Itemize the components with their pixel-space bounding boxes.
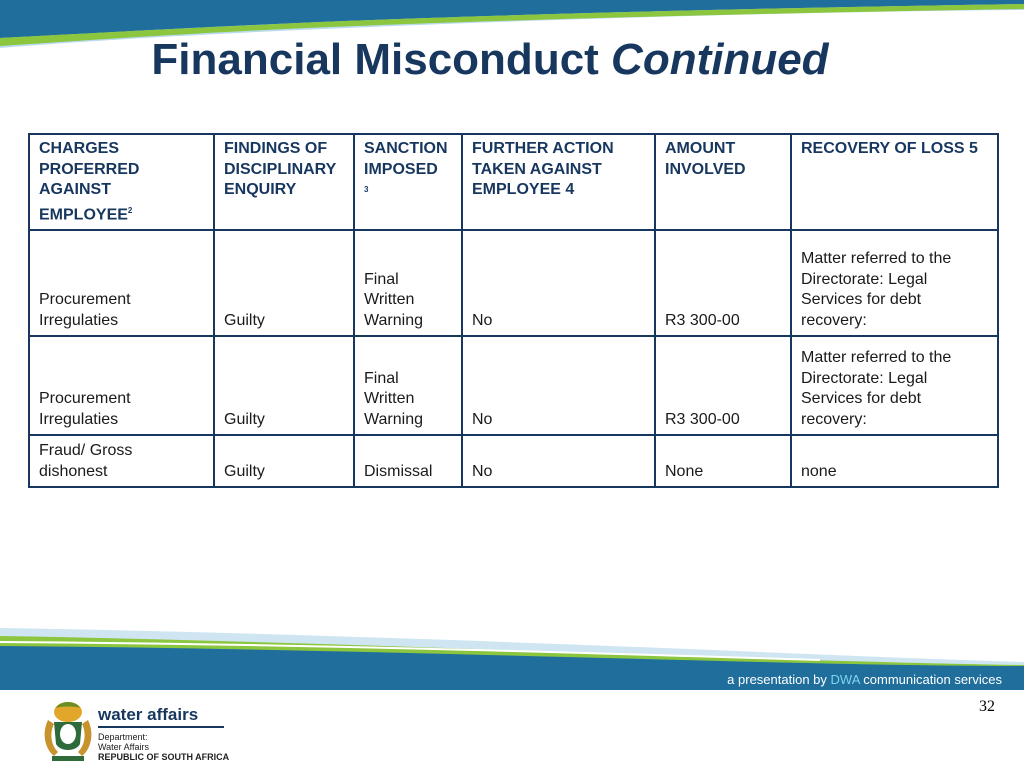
cell-amount: None [655,435,791,487]
header-recovery: RECOVERY OF LOSS 5 [791,134,998,230]
cell-amount: R3 300-00 [655,230,791,336]
cell-recovery: Matter referred to the Directorate: Legal Services for debt recovery: [791,336,998,435]
cell-sanction: Dismissal [354,435,462,487]
page-title: Financial Misconduct Continued [151,35,829,84]
presentation-credit: a presentation by DWA communication services [727,672,1002,687]
cell-charges: Procurement Irregulaties [29,336,214,435]
table-row [29,435,998,487]
cell-amount: R3 300-00 [655,336,791,435]
coat-of-arms-logo [38,698,98,764]
department-line-2: Water Affairs [98,742,150,752]
water-affairs-brand [98,706,229,763]
table-row [29,336,998,435]
header-charges: CHARGES PROFERRED AGAINST EMPLOYEE$^2$ [29,134,214,230]
cell-recovery: Matter referred to the Directorate: Legal Services for debt recovery: [791,230,998,336]
cell-sanction: Final Written Warning [354,230,462,336]
table-row [29,230,998,336]
brand-name: water affairs [98,706,224,728]
cell-further-action: No [462,336,655,435]
cell-findings: Guilty [214,336,354,435]
cell-charges: Procurement Irregulaties [29,230,214,336]
misconduct-table [28,133,999,488]
cell-findings: Guilty [214,230,354,336]
cell-further-action: No [462,230,655,336]
table-header-row [29,134,998,230]
cell-findings: Guilty [214,435,354,487]
cell-recovery: none [791,435,998,487]
cell-sanction: Final Written Warning [354,336,462,435]
header-amount: AMOUNT INVOLVED [655,134,791,230]
page-number: 32 [979,698,995,715]
department-line-1: Department: [98,732,148,742]
cell-further-action: No [462,435,655,487]
header-sanction: SANCTION IMPOSED $^3$ [354,134,462,230]
cell-charges: Fraud/ Gross dishonest [29,435,214,487]
header-findings: FINDINGS OF DISCIPLINARY ENQUIRY [214,134,354,230]
republic-label: REPUBLIC OF SOUTH AFRICA [98,752,230,762]
header-further-action: FURTHER ACTION TAKEN AGAINST EMPLOYEE 4 [462,134,655,230]
